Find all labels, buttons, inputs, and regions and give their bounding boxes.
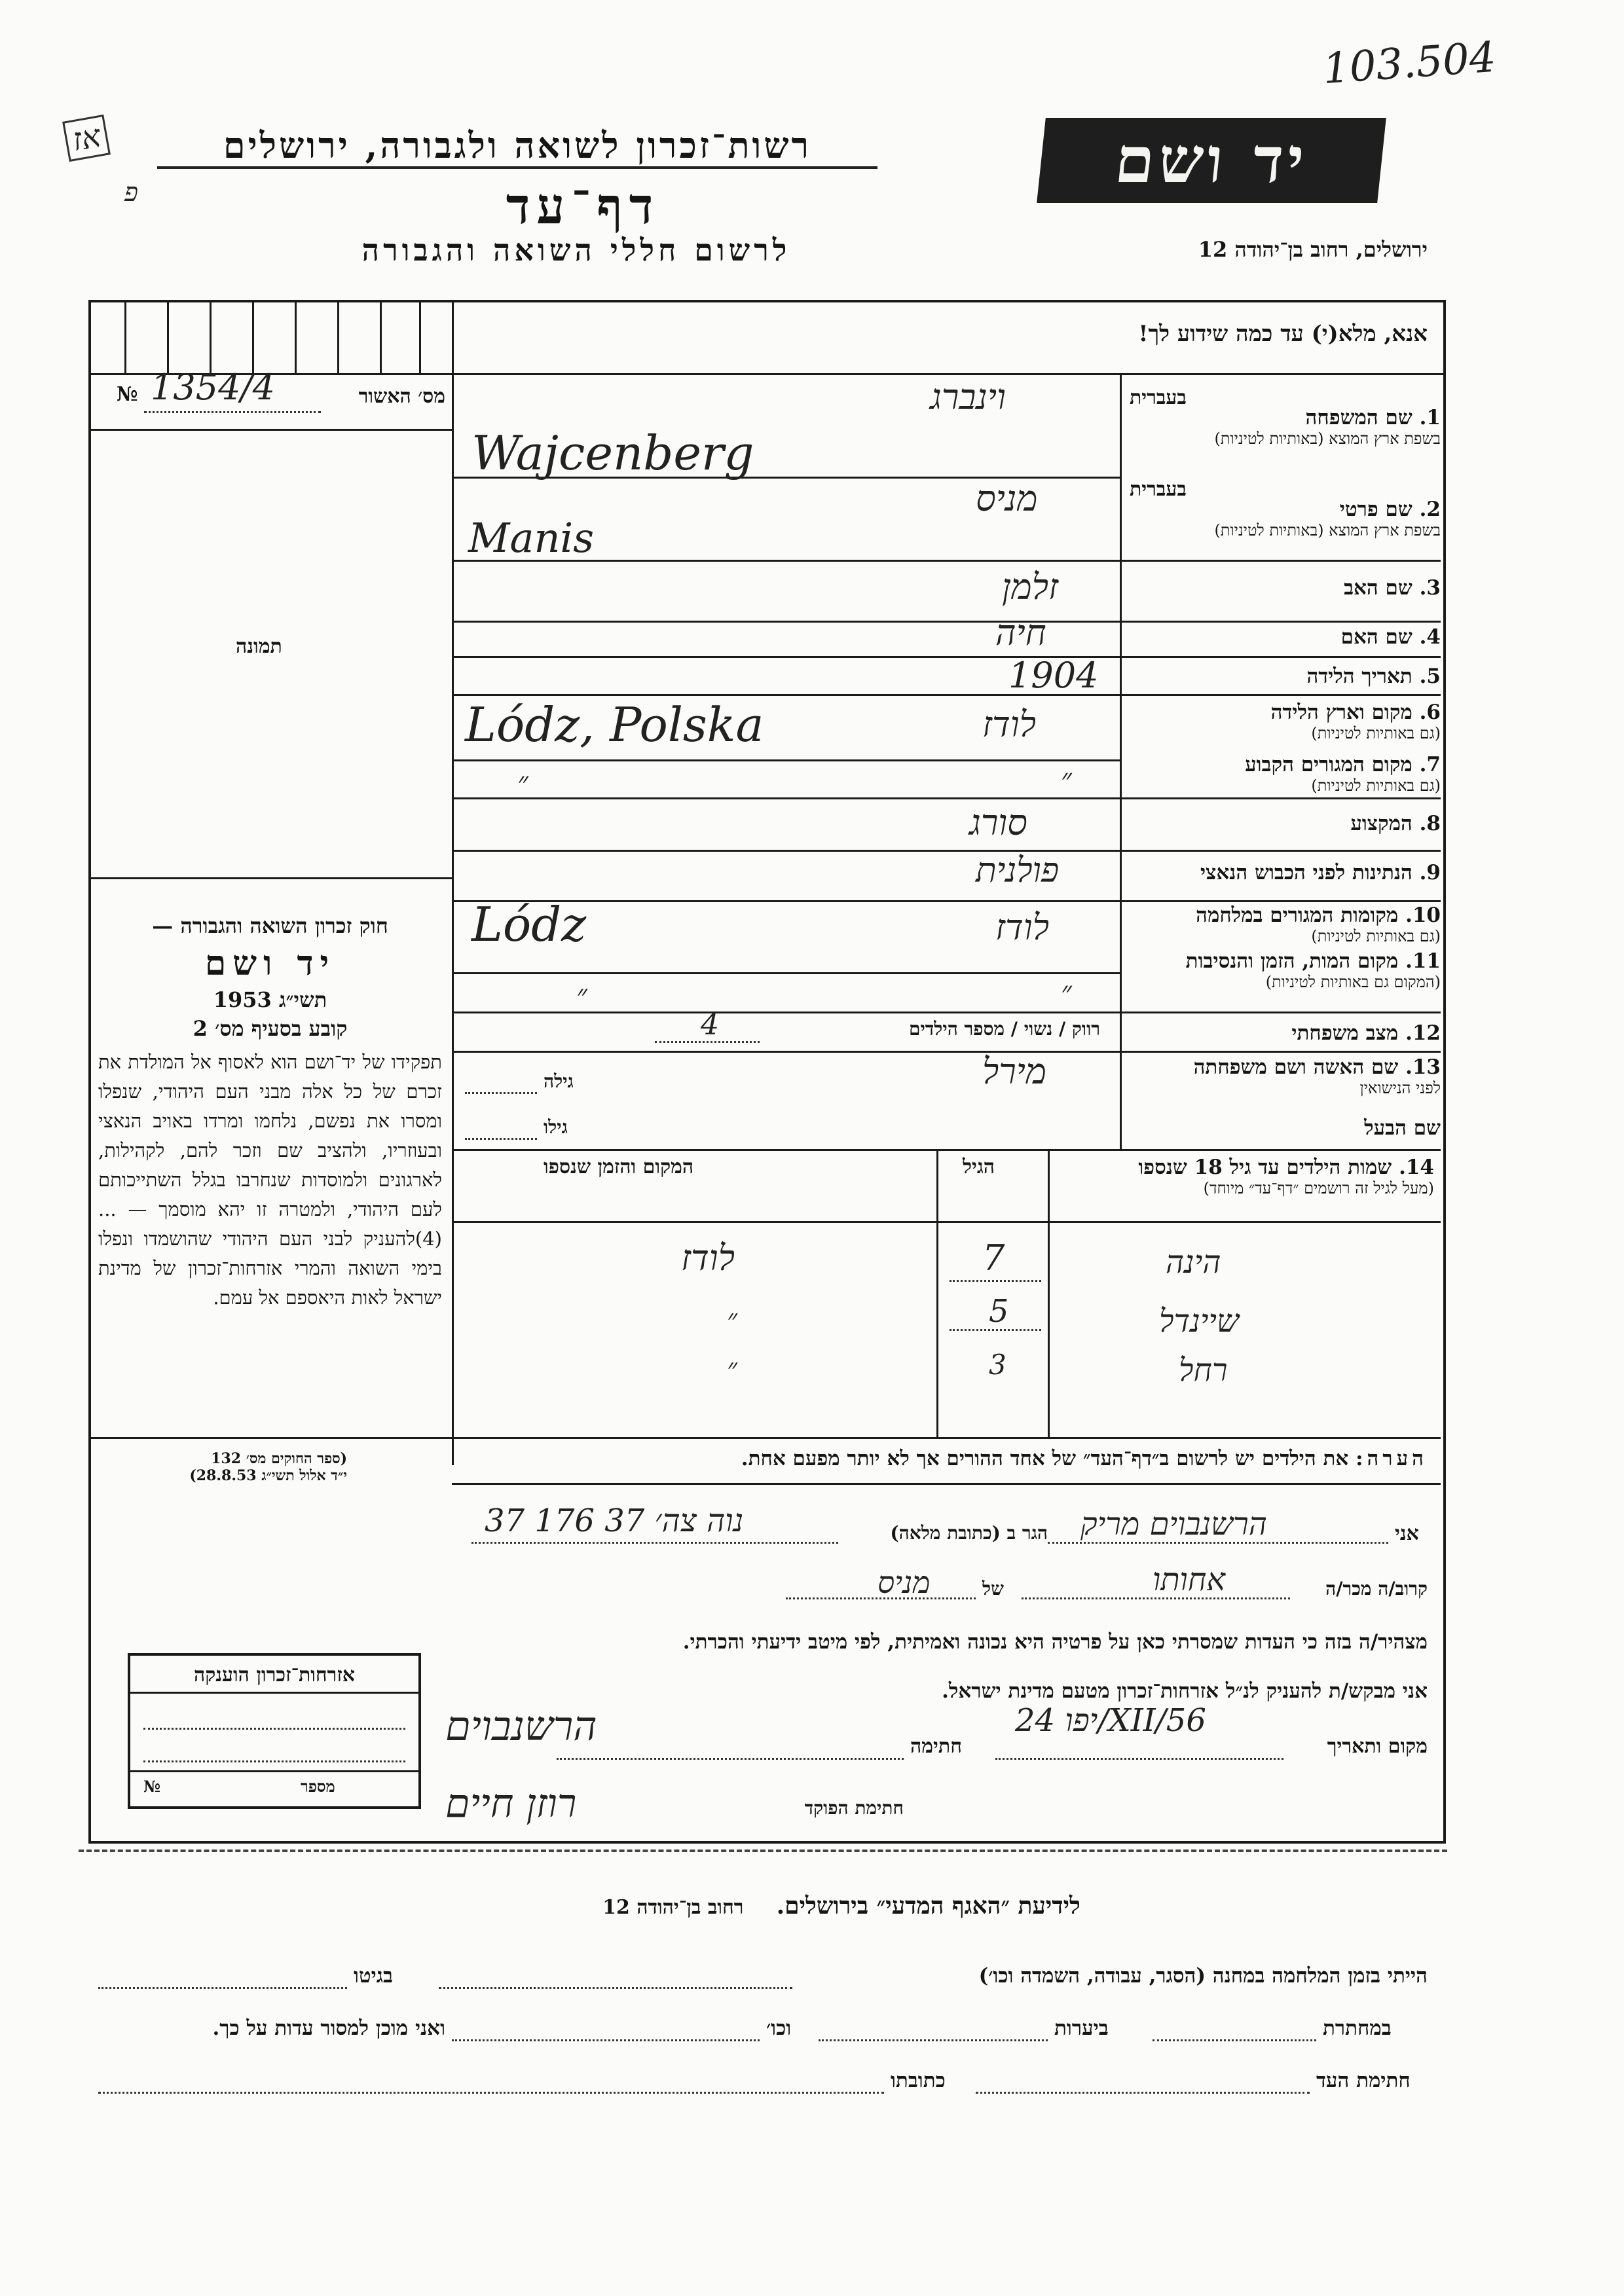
- field-7-value-hebrew[interactable]: ״: [1061, 763, 1072, 796]
- declarant-i-label: אני: [1395, 1522, 1419, 1545]
- husband-label: שם הבעל: [1364, 1116, 1441, 1140]
- field-12-label: 12. מצב משפחתי: [1291, 1021, 1441, 1045]
- note-text: את הילדים יש לרשום ב״דף־העד״ של אחד ההורים אך לא יותר מפעם אחת.: [741, 1447, 1349, 1470]
- authority-name: רשות־זכרון לשואה ולגבורה, ירושלים: [157, 124, 877, 169]
- approval-prefix: №: [117, 383, 138, 406]
- lives-at-label: הגר ב (כתובת מלאה): [890, 1522, 1048, 1544]
- law-panel: [98, 913, 442, 1313]
- place-date-value[interactable]: יפו 24/XII/56: [1015, 1702, 1206, 1739]
- field-9-label: 9. הנתינות לפני הכבוש הנאצי: [1200, 861, 1441, 884]
- field-2-hebrew-tag: בעברית: [1130, 478, 1187, 501]
- law-title: חוק זכרון השואה והגבורה —: [152, 913, 388, 938]
- field-6-value-latin[interactable]: Lódz, Polska: [465, 697, 764, 752]
- marital-options: רווק / נשוי / מספר הילדים: [908, 1018, 1100, 1040]
- husband-age-label: גילו: [544, 1116, 568, 1138]
- field-1-value-latin[interactable]: Wajcenberg: [471, 426, 754, 481]
- field-10-value-latin[interactable]: Lódz: [471, 897, 587, 952]
- wife-age-label: גילה: [544, 1070, 574, 1092]
- form-intro: אנא, מלא(י) עד כמה שידוע לך!: [1138, 321, 1428, 347]
- footer-address: רחוב בן־יהודה 12: [602, 1896, 744, 1919]
- children-count[interactable]: 4: [701, 1008, 719, 1042]
- child-3-place[interactable]: ״: [727, 1352, 737, 1384]
- field-7-label: 7. מקום המגורים הקבוע (גם באותיות לטיניות): [1245, 753, 1441, 795]
- child-1-place[interactable]: לודז: [681, 1237, 735, 1279]
- field-5-label: 5. תאריך הלידה: [1306, 665, 1441, 688]
- citizenship-title: אזרחות־זכרון הוענקה: [130, 1656, 418, 1694]
- law-year: 1953: [213, 987, 272, 1012]
- archive-number: 103.504: [1321, 33, 1498, 94]
- child-1-age[interactable]: 7: [982, 1237, 1005, 1279]
- children-age-column: הגיל: [963, 1156, 995, 1178]
- law-year-hebrew: תשי״ג: [278, 987, 327, 1012]
- citizenship-number-prefix: №: [143, 1777, 161, 1796]
- field-1-value-hebrew[interactable]: וינברג: [930, 376, 1006, 418]
- signature-label: חתימה: [910, 1735, 962, 1758]
- law-text: תפקידו של יד־ושם הוא לאסוף אל המולדת את זכרם של כל אלה מבני העם היהודי, שנפלו ומסרו את נפשם, נלחמו ומרדו באויב הנאצי ובעוזריו, ולהציב שם וזכר להם, לקהילות, לארגונים ולמוסדות שנחרבו בגלל השתייכותם לעם היהודי, ולמטרה זו יהא מוסמך — ...(4)להעניק לבני העם היהודי שהושמדו ונפלו בימי השואה והמרי אזרחות־זכרון של מדינת ישראל לאות היאספם אל עמם.: [98, 1051, 442, 1309]
- signature-value[interactable]: הרשנבוים: [445, 1702, 597, 1750]
- place-date-label: מקום ותאריך: [1327, 1735, 1428, 1758]
- declaration-text: מצהיר/ה בזה כי העדות שמסרתי כאן על פרטיה היא נכונה ואמיתית, לפי מיטב ידיעתי והכרתי.: [682, 1630, 1428, 1654]
- field-8-label: 8. המקצוע: [1350, 812, 1441, 835]
- of-name[interactable]: מניס: [877, 1565, 931, 1600]
- note: [458, 1447, 1428, 1470]
- child-3-name[interactable]: רחל: [1179, 1352, 1228, 1389]
- field-11-label: 11. מקום המות, הזמן והנסיבות (המקום גם באותיות לטיניות): [1185, 949, 1441, 991]
- field-1-label: 1. שם המשפחה בשפת ארץ המוצא (באותיות לטיניות): [1214, 406, 1441, 448]
- field-3-value[interactable]: זלמן: [1002, 566, 1059, 608]
- field-8-value[interactable]: סורג: [969, 802, 1027, 843]
- footer-line3-a: חתימת העד: [1316, 2069, 1411, 2092]
- cut-line: [79, 1850, 1447, 1852]
- relation-value[interactable]: אחותו: [1153, 1561, 1226, 1598]
- field-7-value-latin[interactable]: ״: [517, 766, 528, 799]
- footer-line2-c: וכו׳: [766, 2016, 792, 2040]
- yad-vashem-logo: [1037, 118, 1386, 203]
- officer-label: חתימת הפוקד: [804, 1797, 904, 1819]
- field-10-value-hebrew[interactable]: לודז: [995, 907, 1050, 948]
- citizenship-box: [128, 1653, 421, 1809]
- officer-signature[interactable]: רוזן חיים: [445, 1781, 577, 1827]
- child-2-age[interactable]: 5: [989, 1293, 1009, 1330]
- declarant-name[interactable]: הרשנבוים מריק: [1080, 1506, 1267, 1542]
- law-source: (ספר החוקים מס׳ 132 י״ד אלול תשי״ג 28.8.53): [189, 1450, 347, 1484]
- approval-label: מס׳ האשור: [358, 385, 445, 408]
- footer-header: [498, 1892, 1185, 1920]
- field-2-value-latin[interactable]: Manis: [468, 514, 595, 562]
- field-6-value-hebrew[interactable]: לודז: [982, 704, 1037, 745]
- field-1-hebrew-tag: בעברית: [1130, 386, 1187, 409]
- form-title: דף־עד: [506, 177, 660, 235]
- corner-mark: אז: [62, 115, 111, 162]
- field-4-value[interactable]: חיה: [995, 612, 1046, 653]
- note-label: הערה:: [1356, 1447, 1428, 1470]
- footer-line1-a: הייתי בזמן המלחמה במחנה (הסגר, עבודה, השמדה וכו׳): [978, 1964, 1428, 1988]
- declarant-address[interactable]: 37 176 נוה צה׳ 37: [485, 1503, 744, 1539]
- field-11-value-latin[interactable]: ״: [576, 979, 587, 1012]
- footer-line2-b: ביערות: [1054, 2016, 1109, 2040]
- child-2-name[interactable]: שיינדל: [1159, 1303, 1239, 1339]
- relative-label: קרוב/ה מכר/ה: [1325, 1578, 1428, 1599]
- children-header: 14. שמות הילדים עד גיל 18 שנספו (מעל לגיל זה רושמים ״דף־עד״ מיוחד): [1138, 1156, 1434, 1197]
- field-11-value-hebrew[interactable]: ״: [1061, 975, 1072, 1009]
- child-2-place[interactable]: ״: [727, 1303, 737, 1335]
- field-9-value[interactable]: פולנית: [976, 851, 1060, 890]
- footer-line1-b: בגיטו: [354, 1964, 393, 1988]
- photo-label: תמונה: [236, 635, 282, 658]
- field-2-value-hebrew[interactable]: מניס: [976, 478, 1038, 519]
- children-place-column: המקום והזמן שנספו: [544, 1156, 694, 1178]
- field-2-label: 2. שם פרטי בשפת ארץ המוצא (באותיות לטיניות): [1214, 498, 1441, 539]
- field-5-value[interactable]: 1904: [1008, 655, 1099, 696]
- corner-mark-2: פ: [124, 177, 138, 208]
- child-1-name[interactable]: הינה: [1166, 1244, 1221, 1281]
- footer-line3-b: כתובתו: [891, 2069, 946, 2092]
- field-10-label: 10. מקומות המגורים במלחמה (גם באותיות לטיניות): [1196, 903, 1441, 945]
- logo-text: יד ושם: [1111, 123, 1312, 197]
- of-label: של: [982, 1578, 1004, 1599]
- address: ירושלים, רחוב בן־יהודה 12: [1198, 237, 1428, 262]
- law-name: יד ושם: [204, 943, 336, 983]
- field-3-label: 3. שם האב: [1344, 576, 1441, 600]
- field-13-value[interactable]: מירל: [982, 1051, 1046, 1092]
- approval-number[interactable]: 1354/4: [151, 367, 275, 408]
- request-text: אני מבקש/ת להעניק לנ״ל אזרחות־זכרון מטעם מדינת ישראל.: [942, 1679, 1428, 1703]
- footer-title: לידיעת ״האגף המדעי״ בירושלים.: [776, 1892, 1080, 1920]
- child-3-age[interactable]: 3: [989, 1349, 1006, 1381]
- field-6-label: 6. מקום וארץ הלידה (גם באותיות לטיניות): [1270, 701, 1441, 742]
- field-13-label: 13. שם האשה ושם משפחתה לפני הנישואין: [1193, 1055, 1441, 1097]
- law-clause: קובע בסעיף מס׳ 2: [193, 1016, 348, 1041]
- field-4-label: 4. שם האם: [1340, 625, 1441, 649]
- form-subtitle: לרשום חללי השואה והגבורה: [361, 232, 791, 268]
- footer-line2-d: ואני מוכן למסור עדות על כך.: [212, 2016, 445, 2040]
- citizenship-number-label: מספר: [301, 1777, 335, 1796]
- footer-line2-a: במחתרת: [1323, 2016, 1392, 2040]
